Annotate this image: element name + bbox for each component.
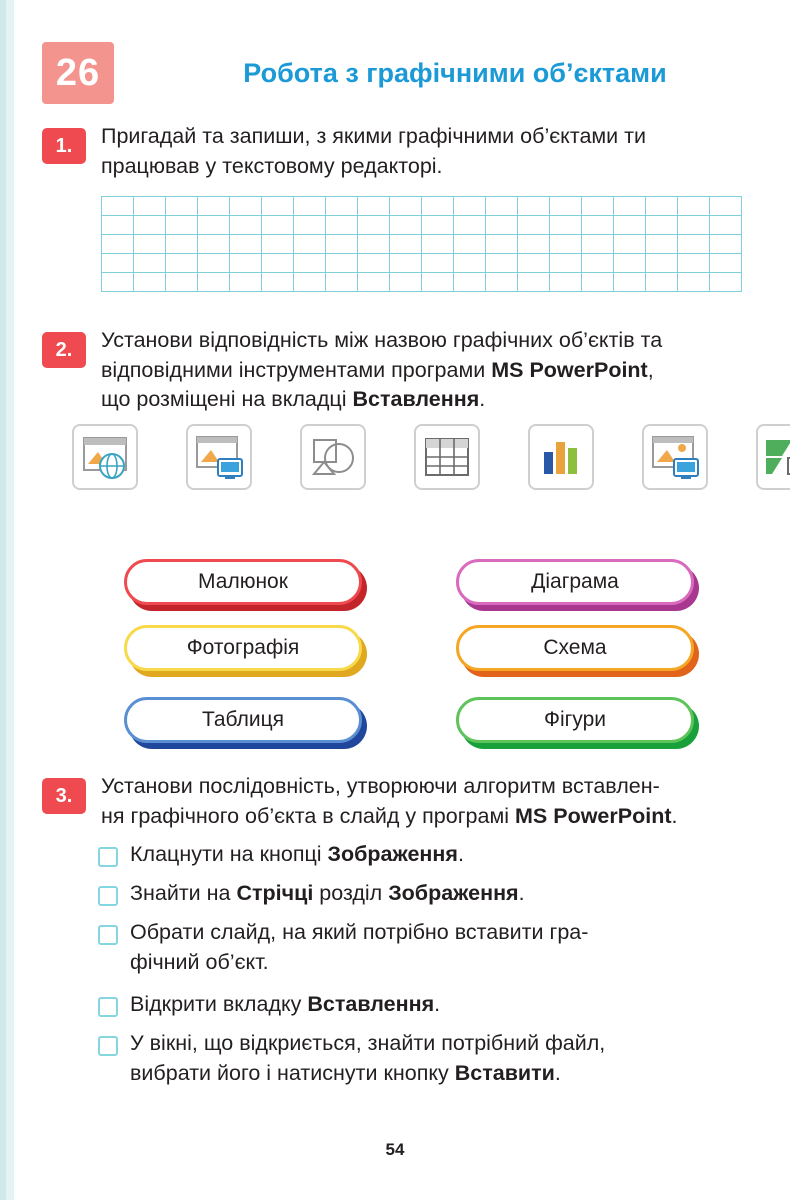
answer-button-diagrama[interactable]: Діаграма — [456, 559, 694, 605]
task-3-text — [101, 772, 761, 831]
step-4-part-2: Вставлення — [307, 992, 435, 1016]
task-2-app-name: MS PowerPoint — [491, 357, 648, 382]
task-3-line-1: Установи послідовність, утворюючи алгоритм вставлен- — [101, 774, 660, 798]
step-text-1 — [130, 840, 750, 870]
step-checkbox-2[interactable] — [98, 886, 118, 906]
step-4-part-1: Відкрити вкладку — [130, 992, 308, 1016]
task-3-line-2c: . — [671, 803, 678, 828]
step-4-part-3: . — [434, 992, 441, 1016]
task-3-line-2a: ня графічного об’єкта в слайд у програмі — [101, 803, 515, 828]
smartart-icon[interactable] — [756, 424, 790, 490]
step-5-part-1: У вікні, що відкриється, знайти потрібний файл, — [130, 1031, 606, 1055]
step-5-part-3: Вставити — [454, 1060, 555, 1085]
step-text-4 — [130, 990, 750, 1020]
step-2-part-1: Знайти на — [130, 881, 237, 905]
step-3-part-2: фічний об’єкт. — [130, 949, 269, 974]
task-1-badge: 1. — [42, 128, 86, 164]
task-3-badge: 3. — [42, 778, 86, 814]
step-1-part-1: Клацнути на кнопці — [130, 842, 328, 866]
answer-button-maliunok[interactable]: Малюнок — [124, 559, 362, 605]
lesson-number-badge: 26 — [42, 42, 114, 104]
answer-button-fotografiya[interactable]: Фотографія — [124, 625, 362, 671]
task-2-badge: 2. — [42, 332, 86, 368]
answer-button-figury[interactable]: Фігури — [456, 697, 694, 743]
step-2-part-2: Стрічці — [236, 881, 314, 905]
step-checkbox-3[interactable] — [98, 925, 118, 945]
step-5-part-4: . — [554, 1060, 561, 1085]
page-edge-stripe — [0, 0, 14, 1200]
step-1-part-2: Зображення — [327, 842, 458, 866]
step-2-part-5: . — [518, 881, 525, 905]
answer-button-tablytsia[interactable]: Таблиця — [124, 697, 362, 743]
shapes-icon[interactable] — [300, 424, 366, 490]
page-title: Робота з графічними об’єктами — [243, 58, 667, 88]
task-2-line-2a: відповідними інструментами програми — [101, 357, 492, 382]
step-text-2 — [130, 879, 750, 909]
task-2-line-3c: . — [479, 387, 486, 412]
task-2-line-3a: що розміщені на вкладці — [101, 387, 353, 412]
step-text-5 — [130, 1029, 750, 1088]
task-2-tab-name: Вставлення — [352, 387, 480, 412]
powerpoint-insert-icons-row — [66, 424, 766, 494]
picture-from-device-icon[interactable] — [642, 424, 708, 490]
step-2-part-4: Зображення — [388, 881, 519, 905]
answer-grid-box[interactable] — [101, 196, 742, 292]
task-1-line-1: Пригадай та запиши, з якими графічними об’єктами ти — [101, 124, 647, 148]
task-3-app-name: MS PowerPoint — [515, 803, 672, 828]
step-checkbox-5[interactable] — [98, 1036, 118, 1056]
step-5-part-2: вибрати його і натиснути кнопку — [130, 1060, 455, 1085]
step-checkbox-1[interactable] — [98, 847, 118, 867]
screenshot-icon[interactable] — [186, 424, 252, 490]
step-2-part-3: розділ — [313, 881, 389, 905]
task-1-text — [101, 122, 756, 181]
task-2-line-2c: , — [647, 357, 654, 382]
step-1-part-3: . — [457, 842, 464, 866]
step-3-part-1: Обрати слайд, на який потрібно вставити гра- — [130, 920, 589, 944]
chart-icon[interactable] — [528, 424, 594, 490]
task-1-line-2: працював у текстовому редакторі. — [101, 153, 443, 178]
answer-button-shema[interactable]: Схема — [456, 625, 694, 671]
step-text-3 — [130, 918, 750, 977]
task-2-line-1: Установи відповідність між назвою графічних об’єктів та — [101, 328, 663, 352]
page-number: 54 — [385, 1140, 405, 1159]
table-icon[interactable] — [414, 424, 480, 490]
online-pictures-icon[interactable] — [72, 424, 138, 490]
page-edge-stripe-inner — [6, 0, 14, 1200]
step-checkbox-4[interactable] — [98, 997, 118, 1017]
task-2-text — [101, 326, 766, 415]
